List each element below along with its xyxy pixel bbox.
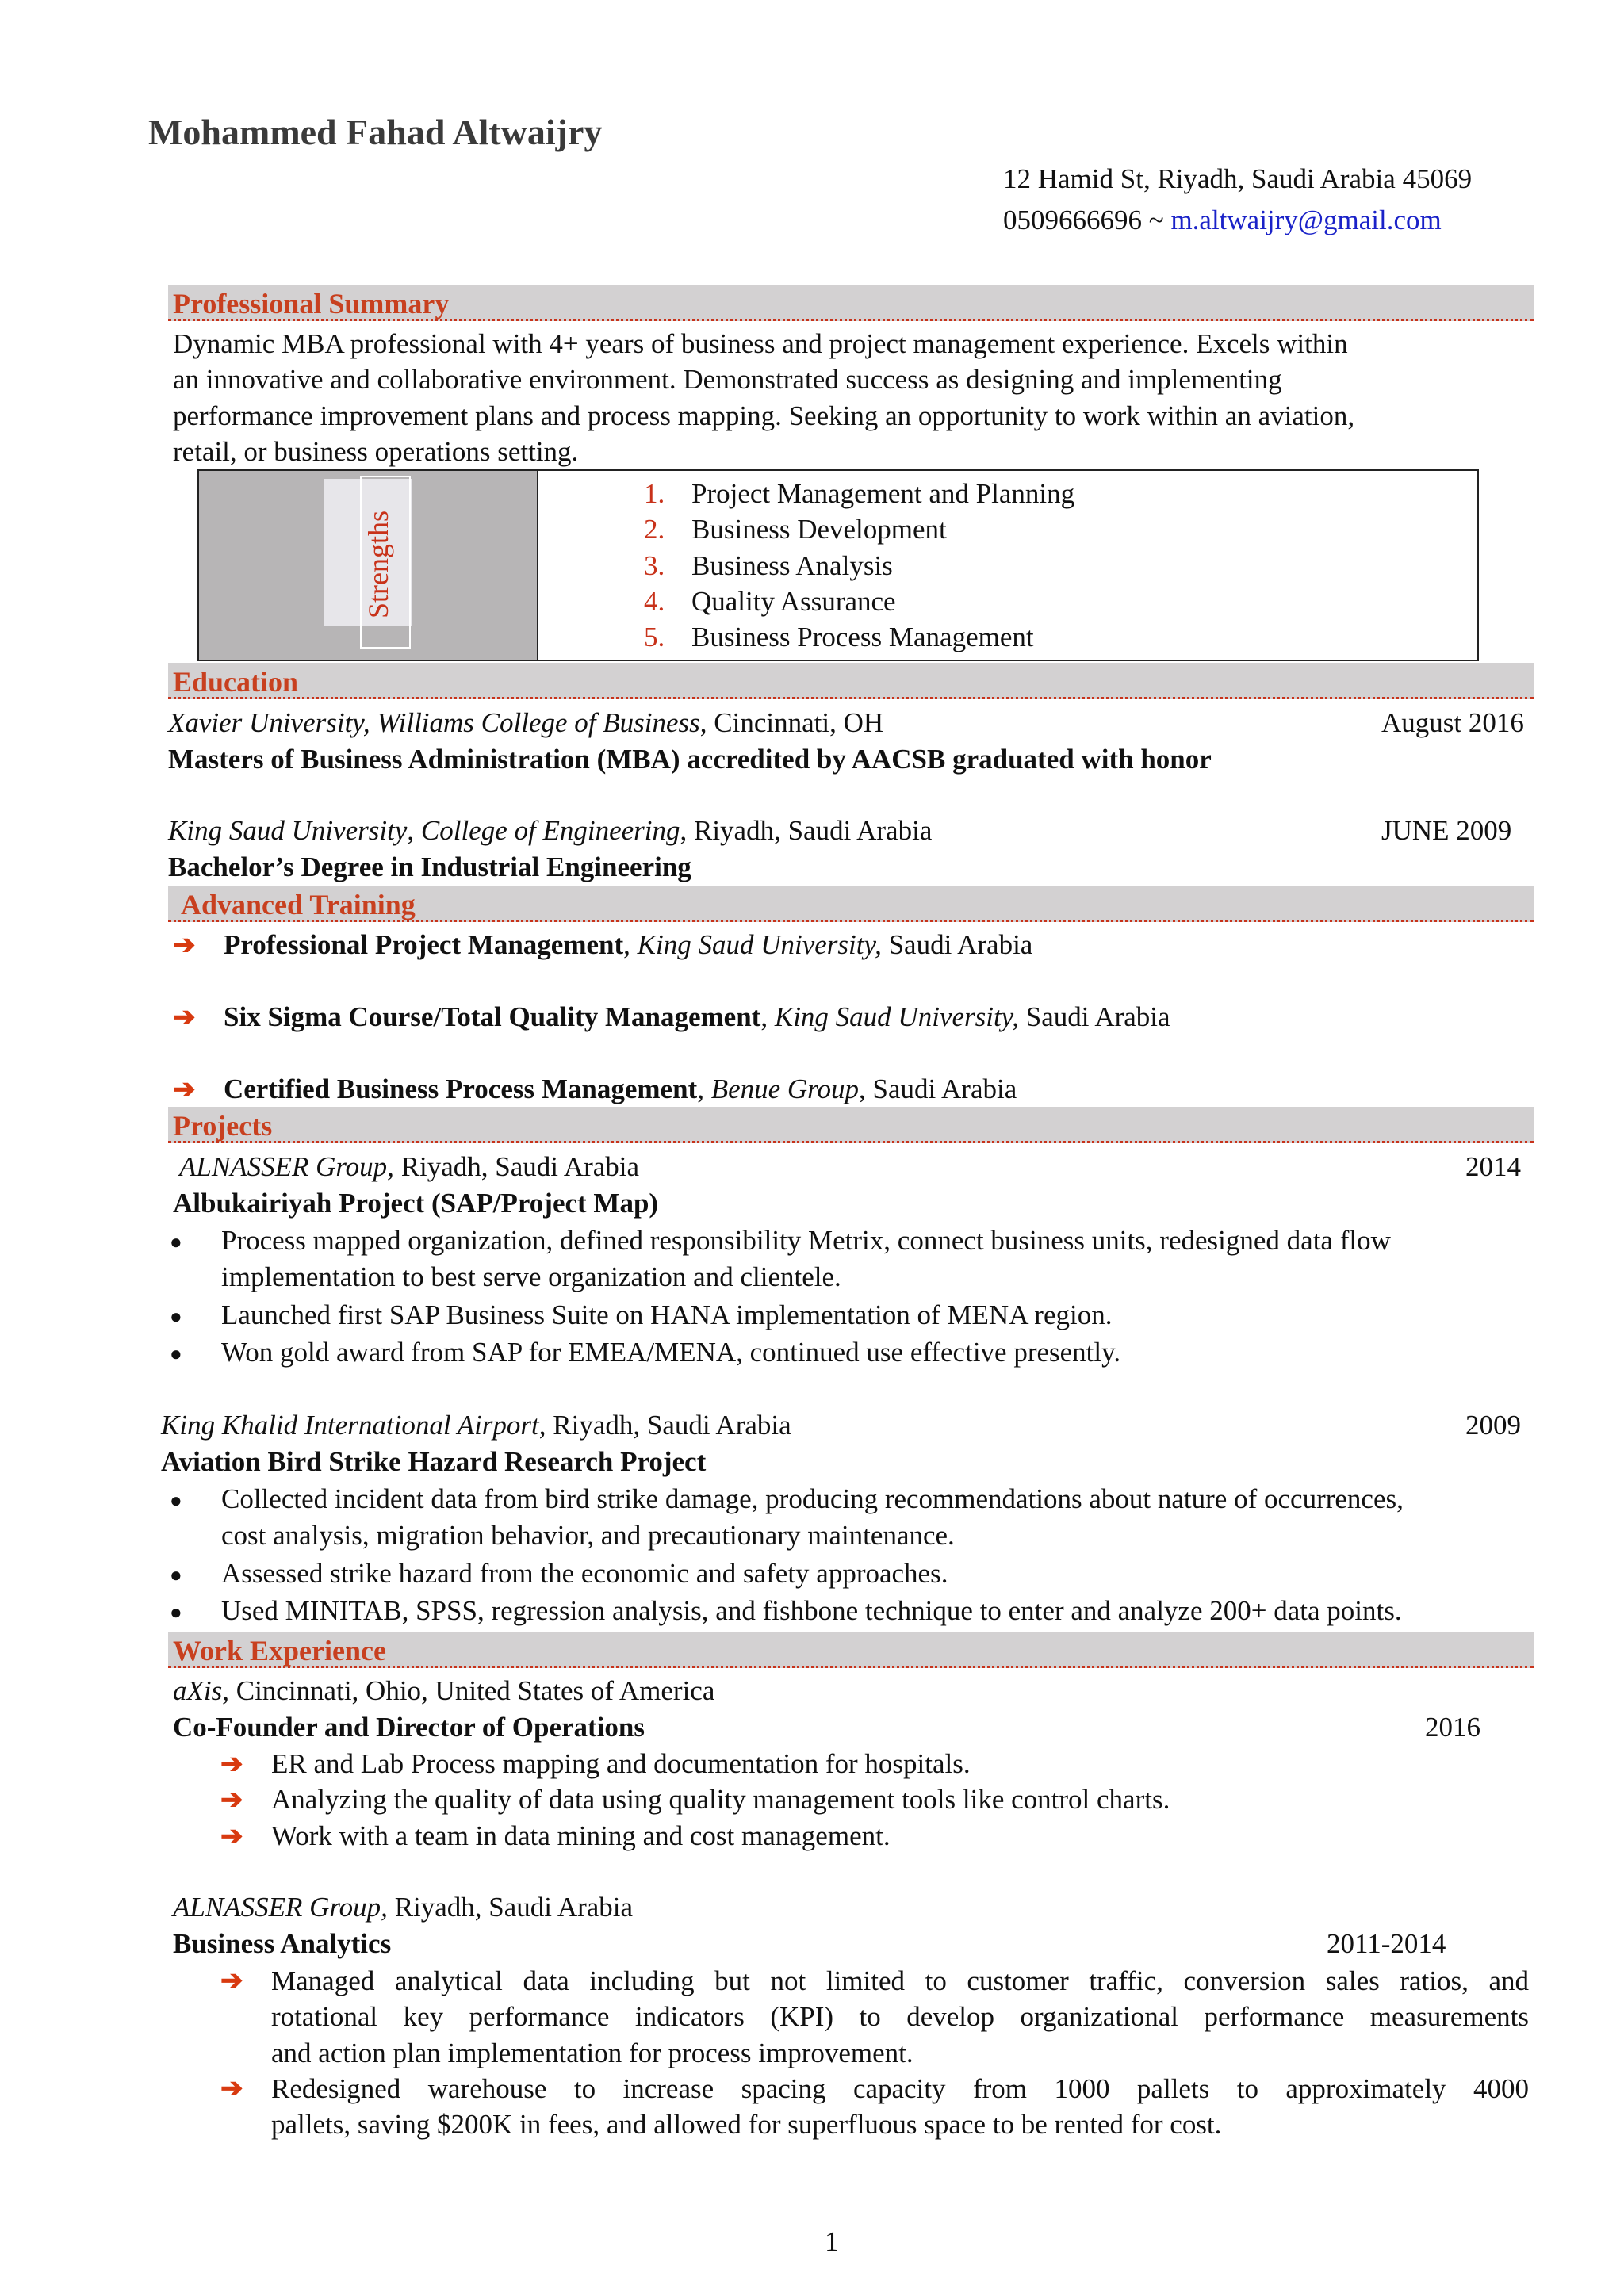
strength-item: 2. Business Development (644, 514, 947, 545)
work-year: 2016 (1425, 1712, 1480, 1743)
education-degree: Masters of Business Administration (MBA) accredited by AACSB graduated with honor (168, 744, 1212, 775)
project-year: 2014 (1465, 1151, 1521, 1182)
candidate-name: Mohammed Fahad Altwaijry (148, 112, 603, 152)
training-item: ➔ Certified Business Process Management, Benue Group, Saudi Arabia (173, 1072, 1017, 1108)
arrow-icon: ➔ (220, 1966, 243, 1996)
training-item: ➔ Six Sigma Course/Total Quality Management, King Saud University, Saudi Arabia (173, 1000, 1170, 1035)
work-org: ALNASSER Group, Riyadh, Saudi Arabia (173, 1892, 634, 1923)
section-advanced-training: Advanced Training (168, 886, 1534, 922)
project-bullet: Launched first SAP Business Suite on HANA implementation of MENA region. (221, 1299, 1113, 1330)
section-work-experience: Work Experience (168, 1632, 1534, 1668)
work-item: ➔ Analyzing the quality of data using quality management tools like control charts. (220, 1782, 1170, 1818)
section-professional-summary: Professional Summary (168, 285, 1534, 321)
bullet-icon: ● (170, 1305, 182, 1328)
project-bullet: Assessed strike hazard from the economic and safety approaches. (221, 1558, 948, 1589)
arrow-icon: ➔ (173, 931, 196, 960)
strength-item: 1. Project Management and Planning (644, 478, 1075, 509)
contact-line (1003, 205, 1442, 236)
project-title: Albukairiyah Project (SAP/Project Map) (173, 1188, 659, 1219)
education-school: King Saud University, College of Engineering, Riyadh, Saudi Arabia (168, 815, 933, 846)
work-item-line: Redesigned warehouse to increase spacing capacity from 1000 pallets to approximately 4000 (271, 2073, 1529, 2104)
summary-line: an innovative and collaborative environment. Demonstrated success as designing and implementing (173, 364, 1282, 395)
arrow-icon: ➔ (220, 1822, 243, 1851)
bullet-icon: ● (170, 1230, 182, 1253)
bullet-icon: ● (170, 1342, 182, 1365)
summary-line: Dynamic MBA professional with 4+ years of business and project management experience. Excels within (173, 328, 1348, 359)
phone: 0509666696 ~ (1003, 205, 1171, 235)
strength-item: 4. Quality Assurance (644, 586, 896, 617)
arrow-icon: ➔ (220, 2074, 243, 2103)
project-bullet-cont: cost analysis, migration behavior, and precautionary maintenance. (221, 1520, 955, 1551)
education-date: JUNE 2009 (1381, 815, 1512, 846)
education-school: Xavier University, Williams College of Business, Cincinnati, OH (168, 707, 884, 738)
project-bullet-cont: implementation to best serve organization and clientele. (221, 1261, 841, 1292)
summary-line: retail, or business operations setting. (173, 436, 579, 467)
project-year: 2009 (1465, 1410, 1521, 1441)
project-bullet: Used MINITAB, SPSS, regression analysis, and fishbone technique to enter and analyze 200+ data points. (221, 1595, 1402, 1626)
bullet-icon: ● (170, 1563, 182, 1586)
arrow-icon: ➔ (220, 1750, 243, 1779)
project-org: King Khalid International Airport, Riyadh, Saudi Arabia (161, 1410, 791, 1441)
education-degree: Bachelor’s Degree in Industrial Engineering (168, 851, 691, 882)
work-item-line: and action plan implementation for process improvement. (271, 2038, 914, 2068)
project-org: ALNASSER Group, Riyadh, Saudi Arabia (179, 1151, 640, 1182)
education-date: August 2016 (1381, 707, 1524, 738)
strength-item: 3. Business Analysis (644, 550, 893, 581)
work-item-line: rotational key performance indicators (KPI) to develop organizational performance measurements (271, 2001, 1529, 2032)
section-projects: Projects (168, 1107, 1534, 1143)
work-item: ➔ Work with a team in data mining and cost management. (220, 1819, 891, 1854)
work-org: aXis, Cincinnati, Ohio, United States of America (173, 1675, 715, 1706)
strengths-label-cell (199, 471, 538, 660)
arrow-icon: ➔ (173, 1003, 196, 1032)
project-bullet: Process mapped organization, defined responsibility Metrix, connect business units, redesigned data flow (221, 1225, 1391, 1256)
work-item-line: Managed analytical data including but not limited to customer traffic, conversion sales ratios, and (271, 1965, 1529, 1996)
work-title: Business Analytics (173, 1928, 392, 1959)
project-bullet: Won gold award from SAP for EMEA/MENA, continued use effective presently. (221, 1337, 1121, 1368)
summary-line: performance improvement plans and process mapping. Seeking an opportunity to work within an aviation, (173, 400, 1355, 431)
work-item-line: pallets, saving $200K in fees, and allowed for superfluous space to be rented for cost. (271, 2109, 1222, 2140)
section-education: Education (168, 663, 1534, 699)
bullet-icon: ● (170, 1601, 182, 1624)
work-item: ➔ ER and Lab Process mapping and documentation for hospitals. (220, 1747, 971, 1782)
arrow-icon: ➔ (173, 1075, 196, 1104)
bullet-icon: ● (170, 1489, 182, 1512)
strengths-label: Strengths (362, 511, 394, 619)
arrow-icon: ➔ (220, 1785, 243, 1815)
work-title: Co-Founder and Director of Operations (173, 1712, 645, 1743)
training-item: ➔ Professional Project Management, King Saud University, Saudi Arabia (173, 928, 1032, 963)
project-title: Aviation Bird Strike Hazard Research Project (161, 1446, 707, 1477)
project-bullet: Collected incident data from bird strike damage, producing recommendations about nature of occurrences, (221, 1483, 1404, 1514)
page-number: 1 (825, 2225, 839, 2257)
strength-item: 5. Business Process Management (644, 622, 1034, 652)
address: 12 Hamid St, Riyadh, Saudi Arabia 45069 (1003, 163, 1473, 194)
work-year: 2011-2014 (1327, 1928, 1446, 1959)
email-link[interactable]: m.altwaijry@gmail.com (1170, 205, 1442, 235)
